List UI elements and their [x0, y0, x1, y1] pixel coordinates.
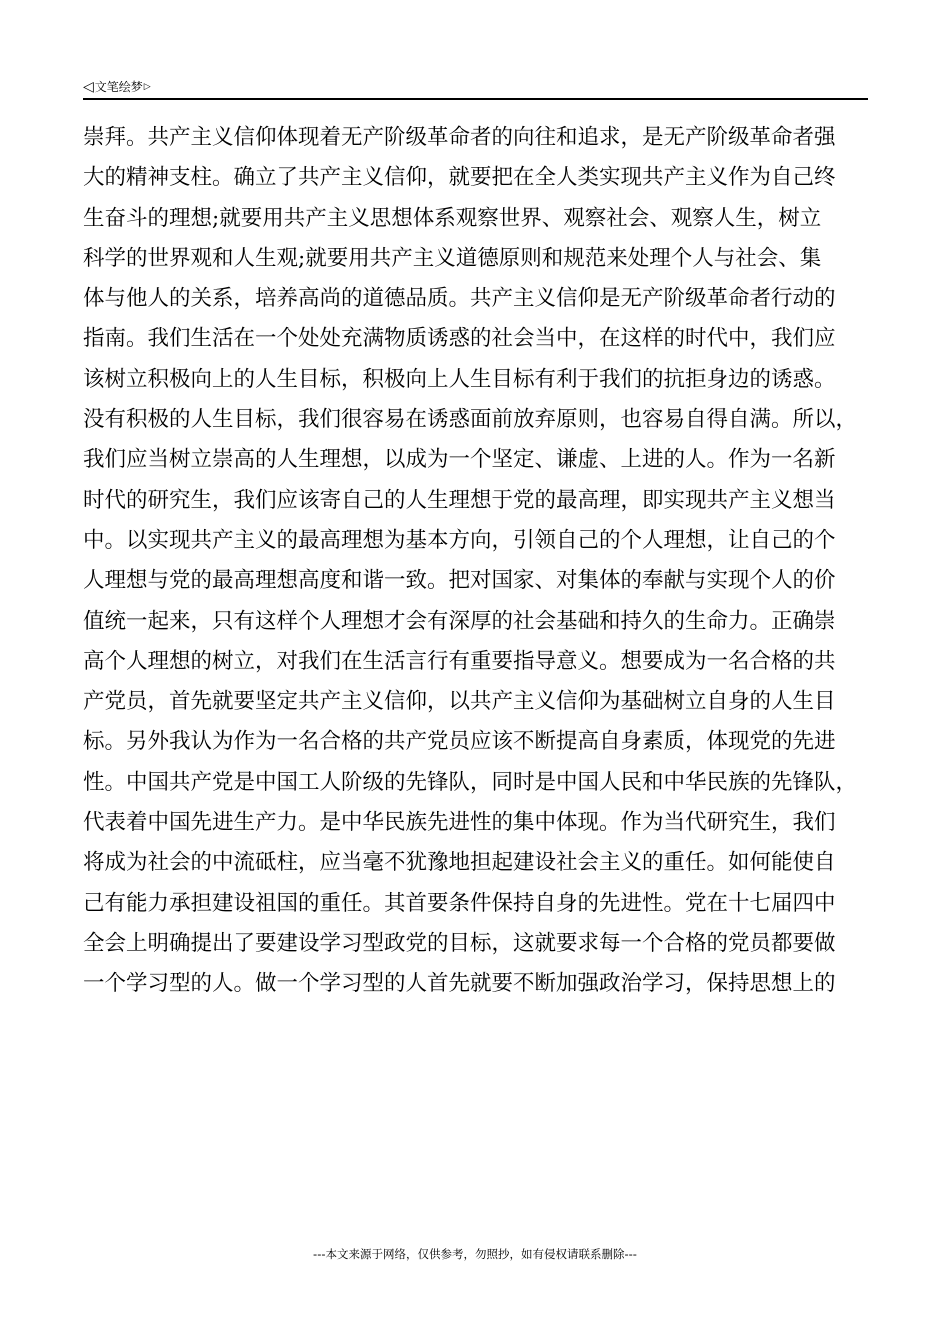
header-logo [83, 78, 151, 96]
triangle-left-icon: ◁ [83, 79, 94, 95]
document-body [83, 118, 883, 1005]
body-text-line: 值统一起来，只有这样个人理想才会有深厚的社会基础和持久的生命力。正确崇 [83, 608, 836, 634]
page-footer-disclaimer: ---本文来源于网络，仅供参考，勿照抄，如有侵权请联系删除--- [313, 1247, 637, 1261]
body-text-line: 标。另外我认为作为一名合格的共产党员应该不断提高自身素质，体现党的先进 [83, 729, 836, 755]
body-text-line: 时代的研究生，我们应该寄自己的人生理想于党的最高理，即实现共产主义想当 [83, 487, 836, 513]
body-text-line: 性。中国共产党是中国工人阶级的先锋队，同时是中国人民和中华民族的先锋队， [83, 769, 858, 795]
body-text-line: 中。以实现共产主义的最高理想为基本方向，引领自己的个人理想，让自己的个 [83, 527, 836, 553]
body-text-line: 指南。我们生活在一个处处充满物质诱惑的社会当中，在这样的时代中，我们应 [83, 326, 836, 352]
body-text-line: 己有能力承担建设祖国的重任。其首要条件保持自身的先进性。党在十七届四中 [83, 890, 836, 916]
body-text-line: 一个学习型的人。做一个学习型的人首先就要不断加强政治学习，保持思想上的 [83, 971, 836, 997]
body-text-line: 我们应当树立崇高的人生理想，以成为一个坚定、谦虚、上进的人。作为一名新 [83, 447, 836, 473]
body-text-line: 崇拜。共产主义信仰体现着无产阶级革命者的向往和追求，是无产阶级革命者强 [83, 125, 836, 150]
body-text-line: 生奋斗的理想;就要用共产主义思想体系观察世界、观察社会、观察人生，树立 [83, 205, 822, 231]
body-text-line: 没有积极的人生目标，我们很容易在诱惑面前放弃原则，也容易自得自满。所以， [83, 407, 858, 433]
body-text-line: 代表着中国先进生产力。是中华民族先进性的集中体现。作为当代研究生，我们 [83, 810, 836, 836]
body-text-line: 该树立积极向上的人生目标，积极向上人生目标有利于我们的抗拒身边的诱惑。 [83, 366, 836, 392]
body-text-line: 科学的世界观和人生观;就要用共产主义道德原则和规范来处理个人与社会、集 [83, 245, 822, 271]
triangle-right-icon: ▷ [143, 82, 151, 92]
body-text-line: 将成为社会的中流砥柱，应当毫不犹豫地担起建设社会主义的重任。如何能使自 [83, 850, 836, 876]
body-text-line: 体与他人的关系，培养高尚的道德品质。共产主义信仰是无产阶级革命者行动的 [83, 286, 836, 312]
body-text-line: 产党员，首先就要坚定共产主义信仰，以共产主义信仰为基础树立自身的人生目 [83, 689, 836, 715]
body-text-line: 人理想与党的最高理想高度和谐一致。把对国家、对集体的奉献与实现个人的价 [83, 568, 836, 594]
page-header [83, 78, 868, 100]
body-text-line: 全会上明确提出了要建设学习型政党的目标，这就要求每一个合格的党员都要做 [83, 930, 836, 956]
body-text-line: 大的精神支柱。确立了共产主义信仰，就要把在全人类实现共产主义作为自己终 [83, 165, 836, 191]
body-text-line: 高个人理想的树立，对我们在生活言行有重要指导意义。想要成为一名合格的共 [83, 648, 836, 674]
header-title: 文笔绘梦 [94, 80, 143, 94]
